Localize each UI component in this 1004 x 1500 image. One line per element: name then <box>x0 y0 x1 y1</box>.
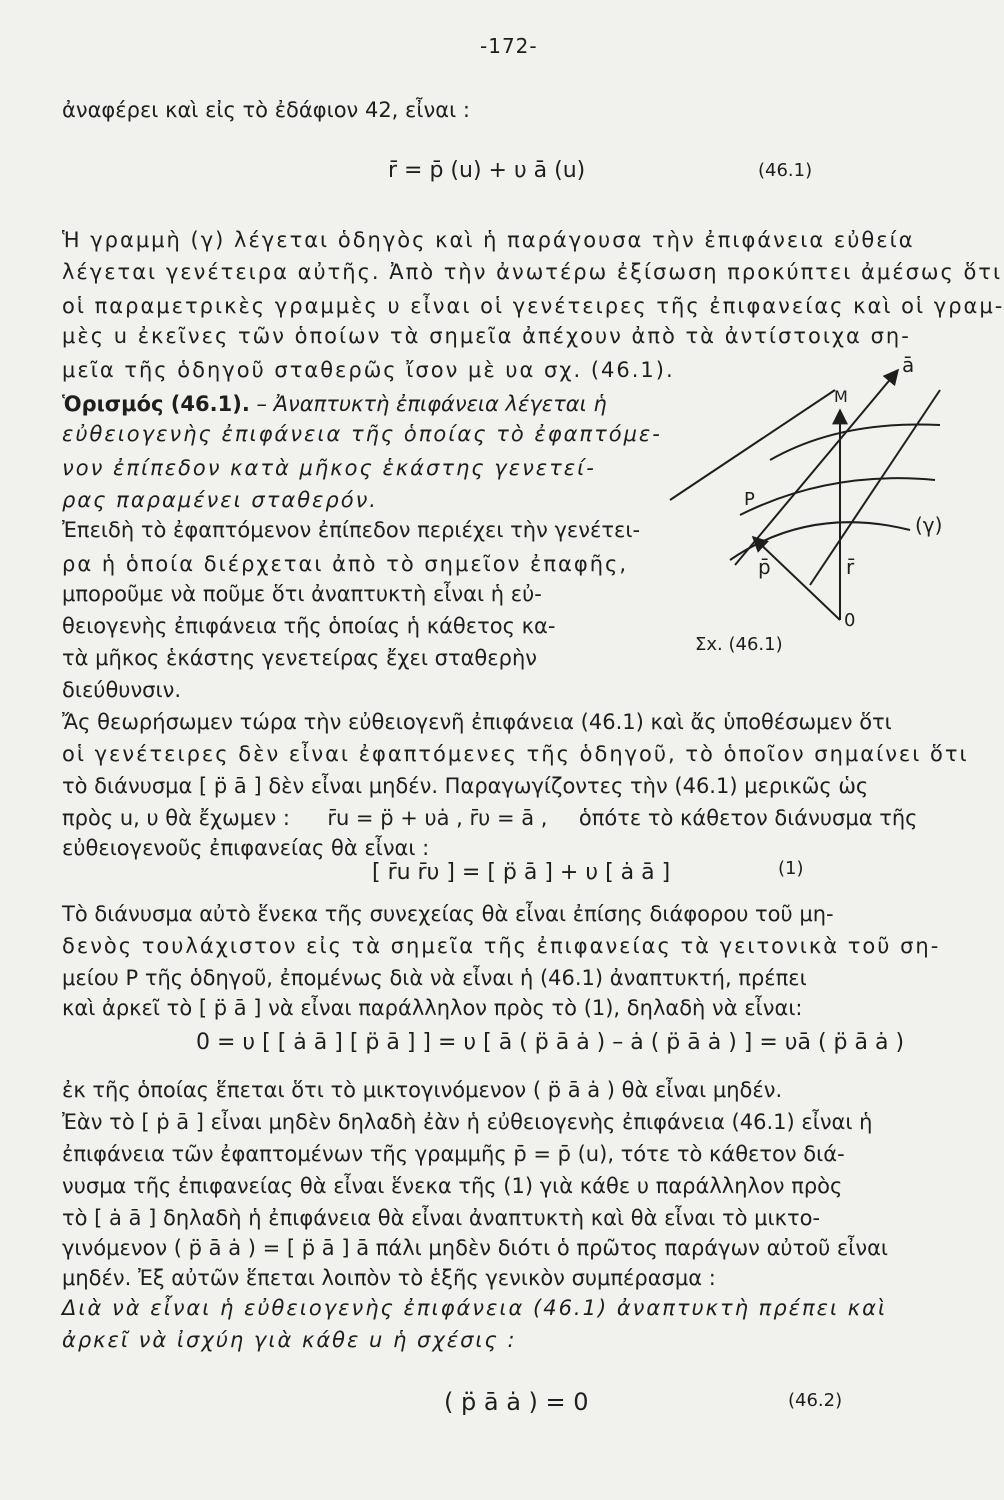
text-line-13: Ἄς θεωρήσωμεν τώρα τὴν εὐθειογενῆ ἐπιφάνεια (46.1) καὶ ἄς ὑποθέσωμεν ὅτι <box>62 710 892 734</box>
text-line-4: οἱ παραμετρικὲς γραμμὲς υ εἶναι οἱ γενέτειρες τῆς ἐπιφανείας καὶ οἱ γραμ- <box>62 294 1004 318</box>
text-line-8: ρα ἡ ὁποία διέρχεται ἀπὸ τὸ σημεῖον ἐπαφῆς, <box>62 552 629 576</box>
generator-line-2 <box>735 370 898 565</box>
equation-46-1-label: (46.1) <box>758 160 813 181</box>
text-line-7: Ἐπειδὴ τὸ ἐφαπτόμενον ἐπίπεδον περιέχει τὴν γενέτει- <box>62 518 641 542</box>
text-line-9: μποροῦμε νὰ ποῦμε ὅτι ἀναπτυκτὴ εἶναι ἡ εὐ- <box>62 582 542 606</box>
text-line-12: διεύθυνσιν. <box>62 678 182 702</box>
definition-line-4: ρας παραμένει σταθερόν. <box>62 488 378 512</box>
text-line-24: ἐπιφάνεια τῶν ἐφαπτομένων τῆς γραμμῆς p̄ = p̄ (u), τότε τὸ κάθετον διά- <box>62 1142 845 1166</box>
equation-46-2: ( p̈ ā ȧ ) = 0 <box>444 1388 589 1416</box>
text-line-26: τὸ [ ȧ ā ] δηλαδὴ ἡ ἐπιφάνεια θὰ εἶναι ἀναπτυκτὴ καὶ θὰ εἶναι τὸ μικτο- <box>62 1206 821 1230</box>
figure-46-1 <box>640 350 970 680</box>
text-line-16-start: πρὸς u, υ θὰ ἔχωμεν : <box>62 806 290 830</box>
figure-label-gamma: (γ) <box>915 513 943 537</box>
definition-line-2: εὐθειογενὴς ἐπιφάνεια τῆς ὁποίας τὸ ἐφαπτόμε- <box>62 422 662 446</box>
text-line-5: μὲς u ἐκεῖνες τῶν ὁποίων τὰ σημεῖα ἀπέχουν ἀπὸ τὰ ἀντίστοιχα ση- <box>62 324 911 348</box>
text-line-22: ἐκ τῆς ὁποίας ἕπεται ὅτι τὸ μικτογινόμενον ( p̈ ā ȧ ) θὰ εἶναι μηδέν. <box>62 1078 783 1102</box>
equation-46-2-label: (46.2) <box>788 1390 843 1411</box>
definition-line-3: νον ἐπίπεδον κατὰ μῆκος ἑκάστης γενετεί- <box>62 456 596 480</box>
text-line-20: μείου P τῆς ὁδηγοῦ, ἐπομένως διὰ νὰ εἶναι ἡ (46.1) ἀναπτυκτή, πρέπει <box>62 966 807 990</box>
definition-text-1: – Ἀναπτυκτὴ ἐπιφάνεια λέγεται ἡ <box>256 392 607 416</box>
figure-label-P: P <box>744 489 755 510</box>
definition-line-1 <box>62 390 607 418</box>
text-line-1: ἀναφέρει καὶ εἰς τὸ ἐδάφιον 42, εἶναι : <box>62 98 470 122</box>
text-line-17: εὐθειογενοῦς ἐπιφανείας θὰ εἶναι : <box>62 836 430 860</box>
definition-heading: Ὁρισμός (46.1). <box>62 392 250 416</box>
text-line-6: μεῖα τῆς ὁδηγοῦ σταθερῶς ἴσον μὲ υα σχ. (46.1). <box>62 358 675 382</box>
page-number: -172- <box>480 34 538 58</box>
conclusion-line-1: Διὰ νὰ εἶναι ἡ εὐθειογενὴς ἐπιφάνεια (46.1) ἀναπτυκτὴ πρέπει καὶ <box>62 1296 888 1320</box>
text-line-28: μηδέν. Ἐξ αὐτῶν ἕπεται λοιπὸν τὸ ἑξῆς γενικὸν συμπέρασμα : <box>62 1266 716 1290</box>
figure-label-O: 0 <box>844 610 856 631</box>
text-line-25: νυσμα τῆς ἐπιφανείας θὰ εἶναι ἕνεκα τῆς (1) γιὰ κάθε υ παράλληλον πρὸς <box>62 1174 843 1198</box>
text-line-23: Ἐὰν τὸ [ ṗ ā ] εἶναι μηδὲν δηλαδὴ ἐὰν ἡ εὐθειογενὴς ἐπιφάνεια (46.1) εἶναι ἡ <box>62 1110 873 1134</box>
text-line-16-end: ὁπότε τὸ κάθετον διάνυσμα τῆς <box>578 806 918 830</box>
text-line-19: δενὸς τουλάχιστον εἰς τὰ σημεῖα τῆς ἐπιφανείας τὰ γειτονικὰ τοῦ ση- <box>62 934 941 958</box>
figure-label-a: ā <box>902 353 915 377</box>
generator-line-1 <box>670 390 835 500</box>
equation-zero: 0 = υ [ [ ȧ ā ] [ p̈ ā ] ] = υ [ ā ( p̈ ā ȧ ) – ȧ ( p̈ ā ȧ ) ] = υā ( p̈ ā ȧ ) <box>196 1030 905 1055</box>
figure-label-r: r̄ <box>846 555 855 579</box>
text-line-18: Τὸ διάνυσμα αὐτὸ ἕνεκα τῆς συνεχείας θὰ εἶναι ἐπίσης διάφορου τοῦ μη- <box>62 902 834 926</box>
figure-label-M: M <box>834 387 848 406</box>
text-line-27: γινόμενον ( p̈ ā ȧ ) = [ p̈ ā ] ā πάλι μηδὲν διότι ὁ πρῶτος παράγων αὐτοῦ εἶναι <box>62 1236 889 1260</box>
equation-partials: r̄u = p̈ + υȧ , r̄υ = ā , <box>327 806 548 830</box>
text-line-3: λέγεται γενέτειρα αὐτῆς. Ἀπὸ τὴν ἀνωτέρω ἐξίσωση προκύπτει ἀμέσως ὅτι <box>62 260 1003 284</box>
generator-line-3 <box>810 390 943 585</box>
curve-upper-2 <box>740 478 935 515</box>
text-line-21: καὶ ἀρκεῖ τὸ [ p̈ ā ] νὰ εἶναι παράλληλον πρὸς τὸ (1), δηλαδὴ νὰ εἶναι: <box>62 996 803 1020</box>
equation-46-1: r̄ = p̄ (u) + υ ā (u) <box>388 158 586 183</box>
text-line-15: τὸ διάνυσμα [ p̈ ā ] δὲν εἶναι μηδέν. Παραγωγίζοντες τὴν (46.1) μερικῶς ὡς <box>62 774 869 798</box>
text-line-16 <box>62 804 918 832</box>
figure-label-p: p̄ <box>758 555 771 579</box>
figure-caption: Σx. (46.1) <box>695 634 783 655</box>
equation-1: [ r̄u r̄υ ] = [ p̈ ā ] + υ [ ȧ ā ] <box>372 860 671 885</box>
text-line-11: τὰ μῆκος ἑκάστης γενετείρας ἔχει σταθερὴν <box>62 646 538 670</box>
equation-1-label: (1) <box>778 858 804 879</box>
text-line-10: θειογενὴς ἐπιφάνεια τῆς ὁποίας ἡ κάθετος κα- <box>62 614 556 638</box>
text-line-14: οἱ γενέτειρες δὲν εἶναι ἐφαπτόμενες τῆς ὁδηγοῦ, τὸ ὁποῖον σημαίνει ὅτι <box>62 742 969 766</box>
conclusion-line-2: ἀρκεῖ νὰ ἰσχύη γιὰ κάθε u ἡ σχέσις : <box>62 1328 517 1352</box>
text-line-2: Ἡ γραμμὴ (γ) λέγεται ὁδηγὸς καὶ ἡ παράγουσα τὴν ἐπιφάνεια εὐθεία <box>62 228 915 252</box>
